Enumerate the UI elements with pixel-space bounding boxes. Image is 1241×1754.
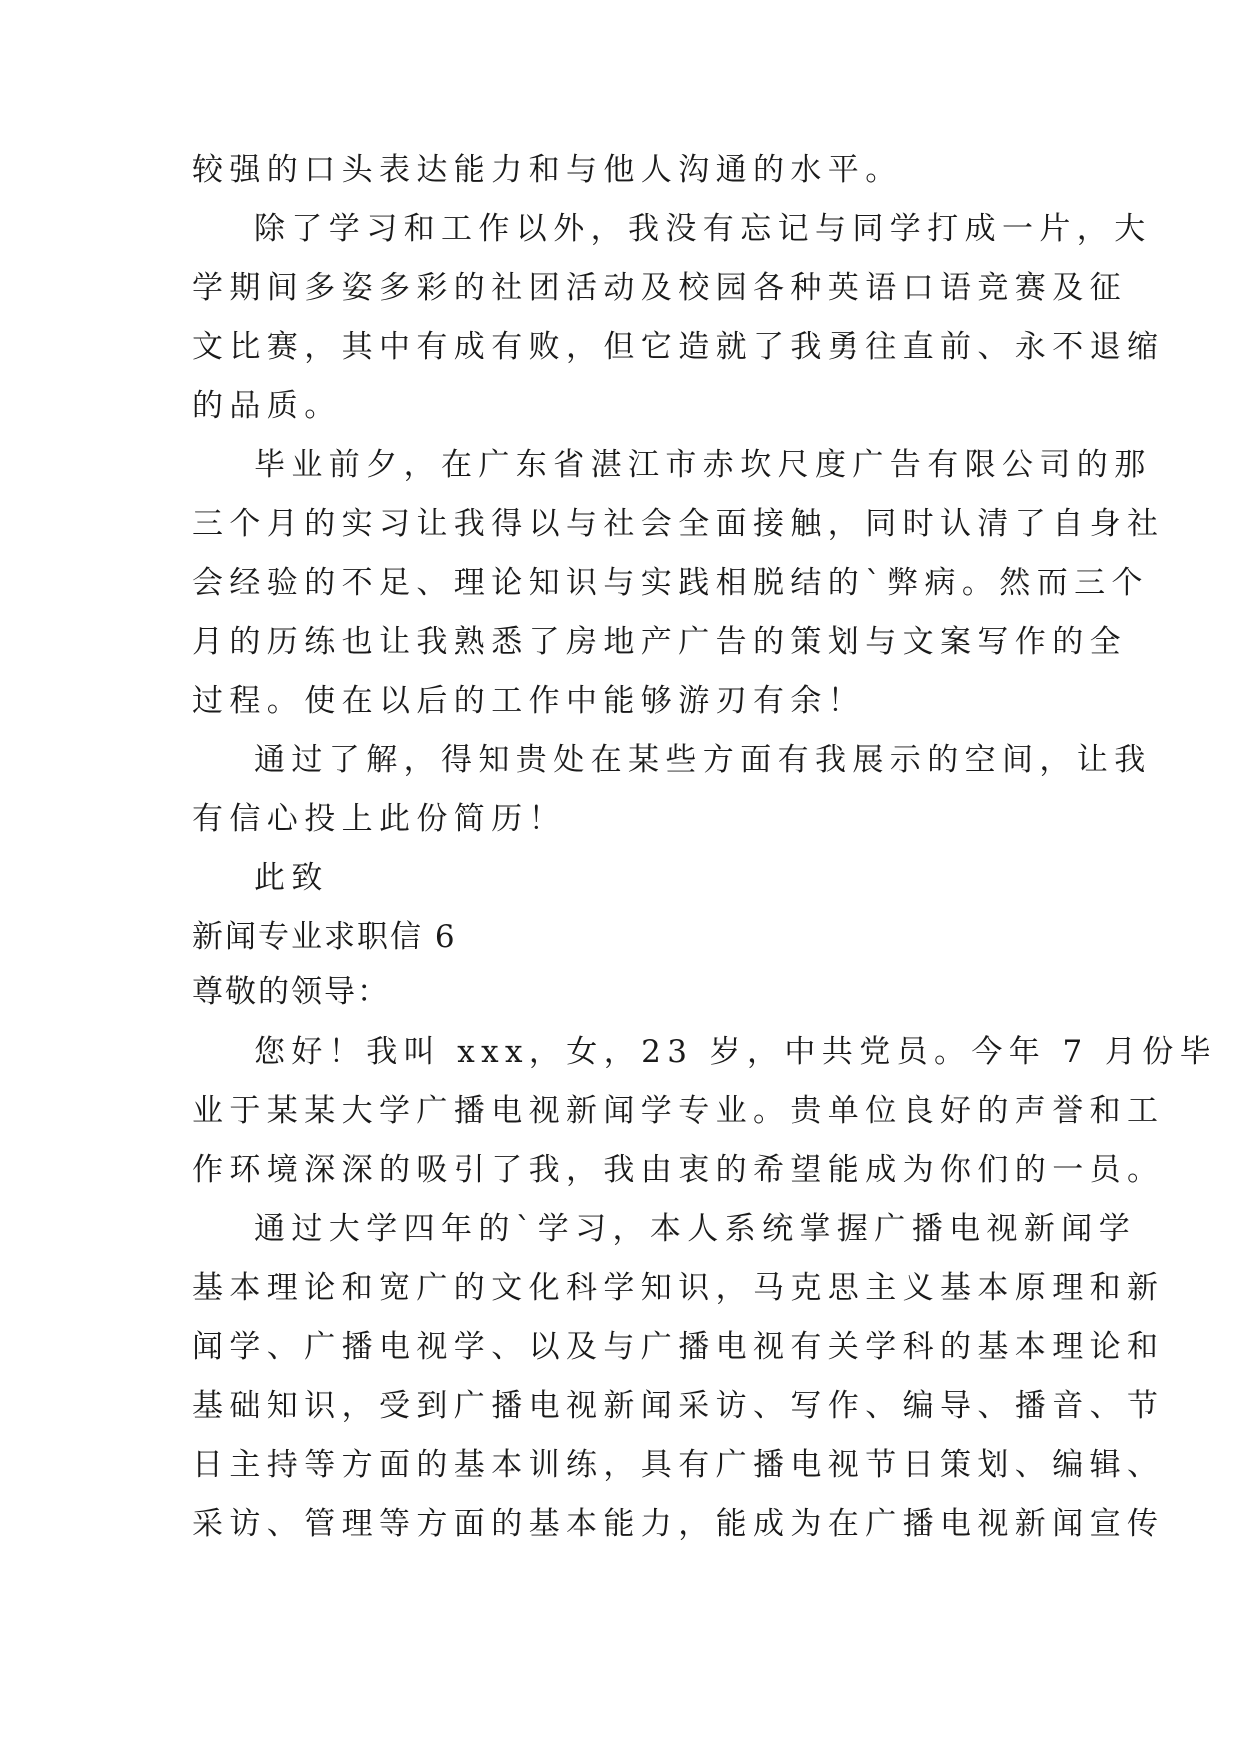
text-line: 三个月的实习让我得以与社会全面接触，同时认清了自身社	[192, 506, 1165, 542]
closing-salutation: 此致	[254, 860, 329, 896]
text-line: 采访、管理等方面的基本能力，能成为在广播电视新闻宣传	[192, 1506, 1165, 1542]
paragraph-start-line: 毕业前夕，在广东省湛江市赤坎尺度广告有限公司的那	[254, 447, 1152, 483]
paragraph-start-line: 除了学习和工作以外，我没有忘记与同学打成一片，大	[254, 211, 1152, 247]
text-line: 日主持等方面的基本训练，具有广播电视节日策划、编辑、	[192, 1447, 1165, 1483]
text-line: 基本理论和宽广的文化科学知识，马克思主义基本原理和新	[192, 1270, 1165, 1306]
paragraph-start-line: 通过了解，得知贵处在某些方面有我展示的空间，让我	[254, 742, 1152, 778]
text-line: 有信心投上此份简历！	[192, 801, 566, 837]
text-line: 月的历练也让我熟悉了房地产广告的策划与文案写作的全	[192, 624, 1127, 660]
text-line: 过程。使在以后的工作中能够游刃有余！	[192, 683, 866, 719]
text-line: 业于某某大学广播电视新闻学专业。贵单位良好的声誉和工	[192, 1093, 1165, 1129]
text-line: 闻学、广播电视学、以及与广播电视有关学科的基本理论和	[192, 1329, 1165, 1365]
text-line: 较强的口头表达能力和与他人沟通的水平。	[192, 152, 903, 188]
text-line: 基础知识，受到广播电视新闻采访、写作、编导、播音、节	[192, 1388, 1165, 1424]
greeting-line: 尊敬的领导：	[192, 974, 390, 1010]
text-line: 的品质。	[192, 388, 342, 424]
text-line: 会经验的不足、理论知识与实践相脱结的`弊病。然而三个	[192, 565, 1149, 601]
text-line: 学期间多姿多彩的社团活动及校园各种英语口语竞赛及征	[192, 270, 1127, 306]
paragraph-start-line: 您好！我叫 xxx，女，23 岁，中共党员。今年 7 月份毕	[254, 1034, 1218, 1070]
paragraph-start-line: 通过大学四年的`学习，本人系统掌握广播电视新闻学	[254, 1211, 1137, 1247]
section-title: 新闻专业求职信 6	[192, 919, 457, 955]
text-line: 作环境深深的吸引了我，我由衷的希望能成为你们的一员。	[192, 1152, 1165, 1188]
text-line: 文比赛，其中有成有败，但它造就了我勇往直前、永不退缩	[192, 329, 1165, 365]
